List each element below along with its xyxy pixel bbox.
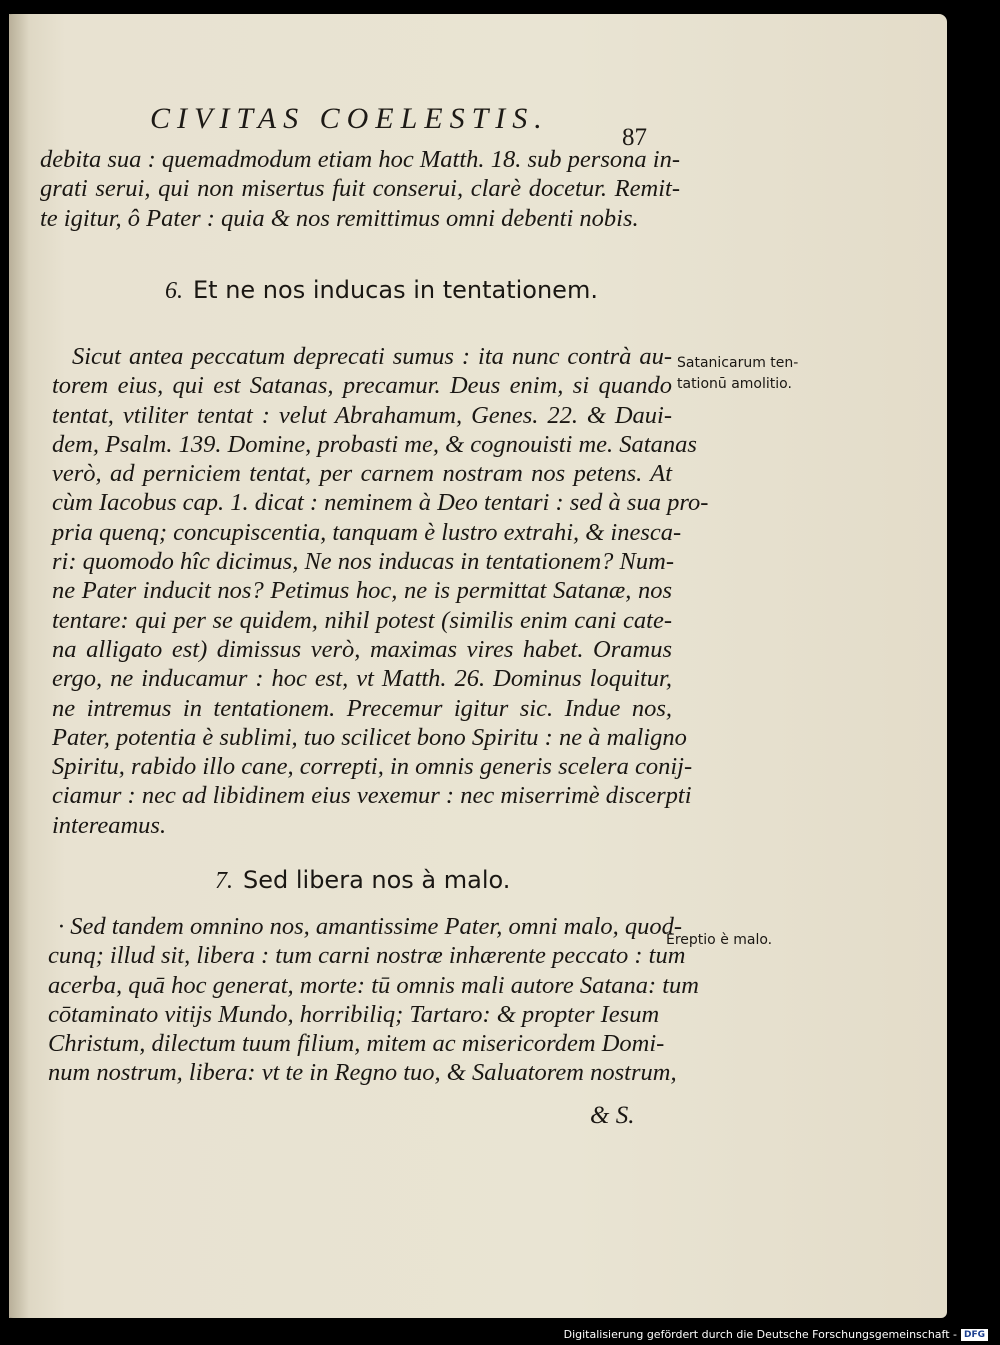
section-number: 6. <box>165 278 183 304</box>
paragraph-continued <box>40 145 680 233</box>
text-line: te igitur, ô Pater : quia & nos remittimus omni debenti nobis. <box>40 204 639 232</box>
text-line: acerba, quā hoc generat, morte: tū omnis mali autore Satana: tum <box>48 971 699 999</box>
text-line: pria quenq; concupiscentia, tanquam è lustro extrahi, & inesca- <box>52 518 682 546</box>
page-gutter-shadow <box>9 14 29 1318</box>
section-7-heading <box>215 866 510 895</box>
text-line: num nostrum, libera: vt te in Regno tuo, & Saluatorem nostrum, <box>48 1059 677 1087</box>
credit-text: Digitalisierung gefördert durch die Deutsche Forschungsgemeinschaft - <box>563 1328 957 1341</box>
text-line: intereamus. <box>52 811 167 839</box>
text-line: tentare: qui per se quidem, nihil potest (similis enim cani cate- <box>52 606 672 634</box>
text-line: cōtaminato vitijs Mundo, horribiliq; Tartaro: & propter Iesum <box>48 1000 660 1028</box>
text-line: dem, Psalm. 139. Domine, probasti me, & cognouisti me. Satanas <box>52 430 697 458</box>
text-line: ri: quomodo hîc dicimus, Ne nos inducas in tentationem? Num- <box>52 548 674 576</box>
text-line: grati serui, qui non misertus fuit conserui, clarè docetur. Remit- <box>40 175 680 203</box>
running-head: CIVITAS COELESTIS. <box>150 102 549 135</box>
section-title: Sed libera nos à malo. <box>243 866 511 894</box>
marginal-line: tationū amolitio. <box>677 376 792 392</box>
section-7-body <box>48 912 699 1088</box>
dfg-logo[interactable]: DFG <box>961 1329 988 1341</box>
text-line: torem eius, qui est Satanas, precamur. Deus enim, si quando <box>52 372 672 400</box>
section-6-body <box>52 342 709 840</box>
text-line: verò, ad perniciem tentat, per carnem nostram nos petens. At <box>52 460 672 488</box>
marginal-note-6 <box>677 353 798 395</box>
text-line: ciamur : nec ad libidinem eius vexemur : nec miserrimè discerpti <box>52 782 692 810</box>
catchword: & S. <box>590 1102 635 1129</box>
text-line: Pater, potentia è sublimi, tuo scilicet bono Spiritu : ne à maligno <box>52 723 687 751</box>
page-number: 87 <box>622 124 647 151</box>
text-line: cùm Iacobus cap. 1. dicat : neminem à Deo tentari : sed à sua pro- <box>52 489 709 517</box>
section-title: Et ne nos inducas in tentationem. <box>193 276 598 304</box>
text-line: Sicut antea peccatum deprecati sumus : ita nunc contrà au- <box>72 343 672 370</box>
text-line: Spiritu, rabido illo cane, correpti, in omnis generis scelera conij- <box>52 753 693 781</box>
text-line: ne intremus in tentationem. Precemur igitur sic. Indue nos, <box>52 694 672 722</box>
text-line: cunq; illud sit, libera : tum carni nostræ inhærente peccato : tum <box>48 942 686 970</box>
text-line: ne Pater inducit nos? Petimus hoc, ne is permittat Satanæ, nos <box>52 577 672 605</box>
text-line: Christum, dilectum tuum filium, mitem ac misericordem Domi- <box>48 1030 665 1058</box>
section-number: 7. <box>215 868 233 894</box>
section-6-heading <box>165 276 598 305</box>
text-line: · Sed tandem omnino nos, amantissime Pater, omni malo, quod- <box>58 913 683 940</box>
marginal-line: Satanicarum ten- <box>677 355 799 371</box>
text-line: ergo, ne inducamur : hoc est, vt Matth. 26. Dominus loquitur, <box>52 665 672 693</box>
text-line: debita sua : quemadmodum etiam hoc Matth. 18. sub persona in- <box>40 146 680 173</box>
marginal-line: Ereptio è malo. <box>666 932 773 948</box>
text-line: tentat, vtiliter tentat : velut Abrahamum, Genes. 22. & Daui- <box>52 401 672 429</box>
digitization-credit <box>564 1328 988 1341</box>
text-line: na alligato est) dimissus verò, maximas vires habet. Oramus <box>52 635 672 663</box>
